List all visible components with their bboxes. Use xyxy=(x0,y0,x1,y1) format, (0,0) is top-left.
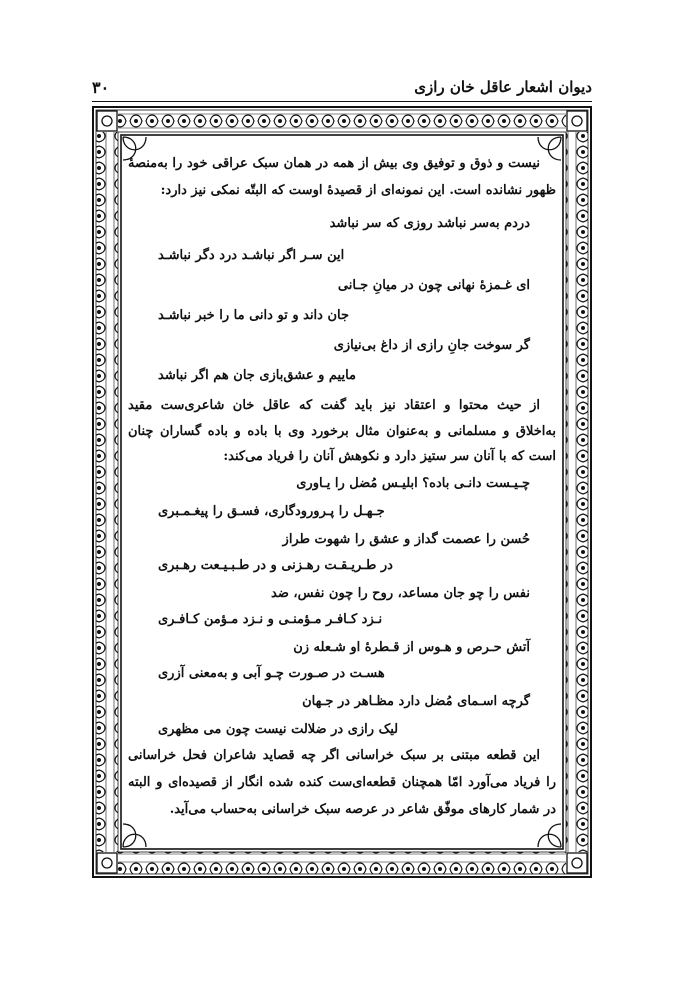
verse-line: جـهـل را پـرورودگاری، فسـق را پیغـمـبری xyxy=(158,504,385,519)
verse-line: هسـت در صـورت چـو آبی و به‌معنی آزری xyxy=(158,666,385,681)
verse-line: دردم به‌سر نباشد روزی که سر نباشد xyxy=(329,216,530,231)
verse-line: ای غـمزهٔ نهانی چون در میانِ جـانی xyxy=(337,278,530,293)
verse-line: گر سوخت جانِ رازی از داغ بی‌نیازی xyxy=(333,338,530,353)
prose-line: نیست و ذوق و توفیق وی بیش از همه در همان سبک عراقی خود را به‌منصهٔ xyxy=(128,156,540,171)
verse-line: ماییم و عشق‌بازی جان هم اگر نباشد xyxy=(158,368,357,383)
verse-line: در طـریـقـت رهـزنی و در طـبـیـعت رهـبری xyxy=(158,558,393,573)
prose-line: در شمار کارهای موفّق شاعر در عرصه سبک خراسانی به‌حساب می‌آید. xyxy=(169,802,556,817)
verse-line: این سـر اگر نباشـد درد دگر نباشـد xyxy=(158,248,345,263)
verse-line: آتش حـرص و هـوس از قـطرهٔ او شـعله زن xyxy=(293,640,530,655)
prose-line: به‌اخلاق و مسلمانی و به‌عنوان مثال برخورد وی با باده و باده گساران چنان xyxy=(128,424,556,439)
verse-line: چـیـست دانـی باده؟ ابلیـس مُضل را یـاوری xyxy=(296,476,530,491)
prose-line: از حیث محتوا و اعتقاد نیز باید گفت که عاقل خان شاعری‌ست مقید xyxy=(128,398,540,413)
prose-line: این قطعه مبتنی بر سبک خراسانی اگر چه قصاید شاعران فحل خراسانی xyxy=(128,748,540,763)
verse-line: جان داند و تو دانی ما را خبر نباشـد xyxy=(158,308,350,323)
prose-line: ظهور نشانده است. این نمونه‌ای از قصیدهٔ اوست که البتّه نمکی نیز دارد: xyxy=(160,183,556,198)
page-number: ۳۰ xyxy=(92,78,110,97)
verse-line: حُسن را عصمت گداز و عشق را شهوت طراز xyxy=(282,532,530,547)
verse-line: گرچه اسـمای مُضل دارد مظـاهر در جـهان xyxy=(302,694,530,709)
prose-line: است که با آنان سر ستیز دارد و نکوهش آنان را فریاد می‌کند: xyxy=(223,449,556,464)
verse-line: لیک رازی در ضلالت نیست چون می مظهری xyxy=(158,722,399,737)
prose-line: را فریاد می‌آورد امّا همچنان قطعه‌ای‌ست کنده شده انگار از قصیده‌ای و البته xyxy=(128,775,556,790)
running-title: دیوان اشعار عاقل خان رازی xyxy=(414,78,592,96)
verse-line: نـزد کـافـر مـؤمنـی و نـزد مـؤمن کـافـری xyxy=(158,612,383,627)
verse-line: نفس را چو جان مساعد، روح را چون نفس، ضد xyxy=(271,586,530,601)
